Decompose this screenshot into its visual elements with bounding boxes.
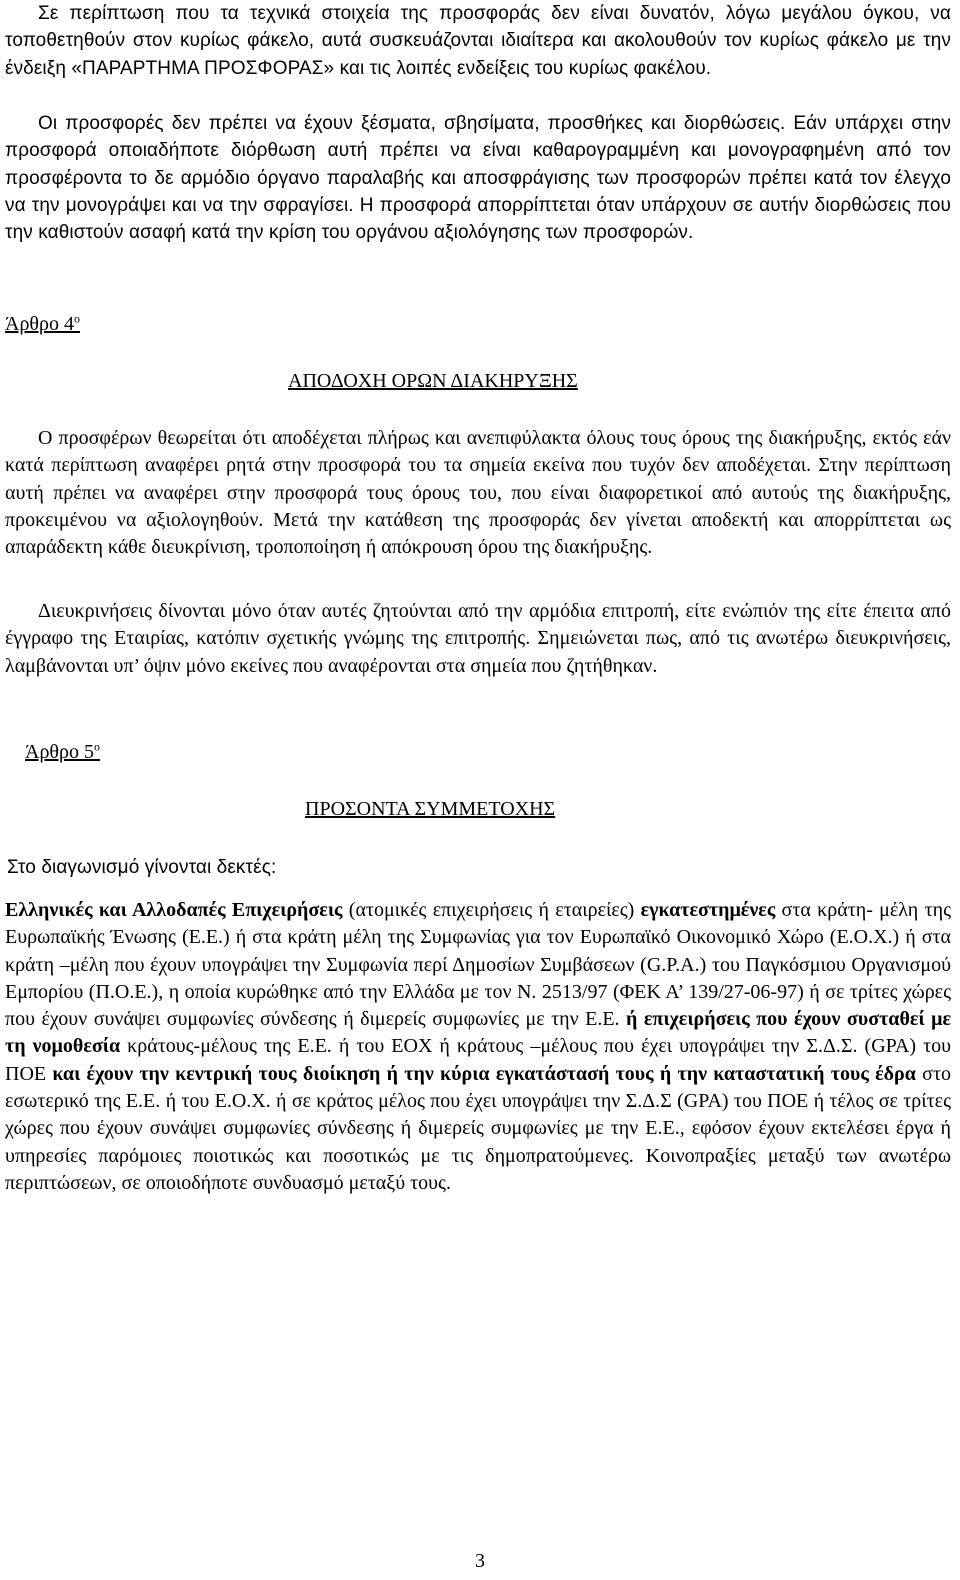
article-5-heading: [25, 741, 100, 764]
article-5-ordinal: ο: [93, 739, 100, 754]
paragraph-corrections: Οι προσφορές δεν πρέπει να έχουν ξέσματα, σβησίματα, προσθήκες και διορθώσεις. Εάν υπάρχει στην προσφορά οποιαδήποτε διόρθωση αυτή πρέπει να είναι καθαρογραμμένη και μονογραφημένη από τον προσφέροντα το δε αρμόδιο όργανο παραλαβής και αποσφράγισης των προσφορών πρέπει κατά τον έλεγχο να την μονογράψει και να την σφραγίσει. Η προσφορά απορρίπτεται όταν υπάρχουν σε αυτήν διορθώσεις που την καθιστούν ασαφή κατά την κρίση του οργάνου αξιολόγησης των προσφορών.: [5, 113, 951, 244]
paragraph-acceptance-terms: Ο προσφέρων θεωρείται ότι αποδέχεται πλήρως και ανεπιφύλακτα όλους τους όρους της διακήρυξης, εκτός εάν κατά περίπτωση αναφέρει ρητά στην προσφορά του τα σημεία εκείνα που τυχόν δεν αποδέχεται. Στην περίπτωση αυτή πρέπει να αναφέρει στην προσφορά τους όρους του, που είναι διαφορετικοί από αυτούς της διακήρυξης, προκειμένου να αξιολογηθούν. Μετά την κατάθεση της προσφοράς δεν γίνεται αποδεκτή και απορρίπτεται ως απαράδεκτη κάθε διευκρίνιση, τροποποίηση ή απόκρουση όρου της διακήρυξης.: [5, 427, 951, 559]
article-5-title: ΠΡΟΣΟΝΤΑ ΣΥΜΜΕΤΟΧΗΣ: [305, 798, 556, 820]
eligible-entities-bold-3: ή επιχειρήσεις που έχουν συσταθεί με τη νομοθεσία: [5, 1008, 951, 1058]
eligible-entities-bold-1: Ελληνικές και Αλλοδαπές Επιχειρήσεις: [5, 899, 343, 921]
eligible-entities-text-4: στο εσωτερικό της Ε.Ε. ή του Ε.Ο.Χ. ή σε κράτος μέλος που έχει υπογράψει την Σ.Δ.Σ (GPA) του ΠΟΕ ή τέλος σε τρίτες χώρες που έχουν συνάψει συμφωνίες σύνδεσης ή διμερείς συμφωνίες με την Ε.Ε., εφόσον έχουν εκτελέσει έργα ή υπηρεσίες παρόμοιες ποιοτικώς και ποσοτικώς με τις δημοπρατούμενες. Κοινοπραξίες μεταξύ των ανωτέρω περιπτώσεων, σε οποιοδήποτε συνδυασμό μεταξύ τους.: [5, 1062, 951, 1194]
eligible-entities-text-2: στα κράτη- μέλη της Ευρωπαϊκής Ένωσης (Ε.Ε.) ή στα κράτη μέλη της Συμφωνίας για τον Ευρωπαϊκό Οικονομικό Χώρο (Ε.Ο.Χ.) ή στα κράτη –μέλη που έχουν υπογράψει την Συμφωνία περί Δημοσίων Συμβάσεων (G.P.A.) του Παγκόσμιου Οργανισμού Εμπορίου (Π.Ο.Ε.), η οποία κυρώθηκε από την Ελλάδα με τον Ν. 2513/97 (ΦΕΚ Α’ 139/27-06-97) ή σε τρίτες χώρες που έχουν συνάψει συμφωνίες σύνδεσης ή διμερείς συμφωνίες με την Ε.Ε.: [5, 899, 951, 1031]
paragraph-clarifications: Διευκρινήσεις δίνονται μόνο όταν αυτές ζητούνται από την αρμόδια επιτροπή, είτε ενώπιόν της είτε έπειτα από έγγραφο της Εταιρίας, κατόπιν σχετικής γνώμης της επιτροπής. Σημειώνεται πως, από τις ανωτέρω διευκρινήσεις, λαμβάνονται υπ’ όψιν μόνο εκείνες που αναφέρονται στα σημεία που ζητήθηκαν.: [5, 600, 951, 677]
eligible-entities-bold-4: και έχουν την κεντρική τους διοίκηση ή την κύρια εγκατάστασή τους ή την καταστατική τους έδρα: [52, 1062, 916, 1085]
paragraph-technical-elements: Σε περίπτωση που τα τεχνικά στοιχεία της προσφοράς δεν είναι δυνατόν, λόγω μεγάλου όγκου, να τοποθετηθούν στον κυρίως φάκελο, αυτά συσκευάζονται ιδιαίτερα και ακολουθούν τον κυρίως φάκελο με την ένδειξη «ΠΑΡΑΡΤΗΜΑ ΠΡΟΣΦΟΡΑΣ» και τις λοιπές ενδείξεις του κυρίως φακέλου.: [5, 3, 951, 79]
paragraph-eligible-intro: Στο διαγωνισμό γίνονται δεκτές:: [7, 857, 277, 878]
article-4-heading: [5, 313, 80, 336]
article-4-title: ΑΠΟΔΟΧΗ ΟΡΩΝ ΔΙΑΚΗΡΥΞΗΣ: [288, 370, 578, 392]
eligible-entities-bold-2: εγκατεστημένες: [640, 899, 776, 921]
page-number: 3: [475, 1550, 485, 1572]
eligible-entities-text-3: κράτους-μέλους της Ε.Ε. ή του ΕΟΧ ή κράτους –μέλους που έχει υπογράψει την Σ.Δ.Σ. (GPA) του ΠΟΕ: [5, 1035, 952, 1085]
article-5-label: Άρθρο 5: [25, 741, 94, 763]
article-4-ordinal: ο: [73, 311, 80, 326]
eligible-entities-text-1: (ατομικές επιχειρήσεις ή εταιρείες): [342, 899, 641, 921]
article-4-label: Άρθρο 4: [5, 313, 74, 335]
paragraph-eligible-entities: [5, 897, 951, 1197]
